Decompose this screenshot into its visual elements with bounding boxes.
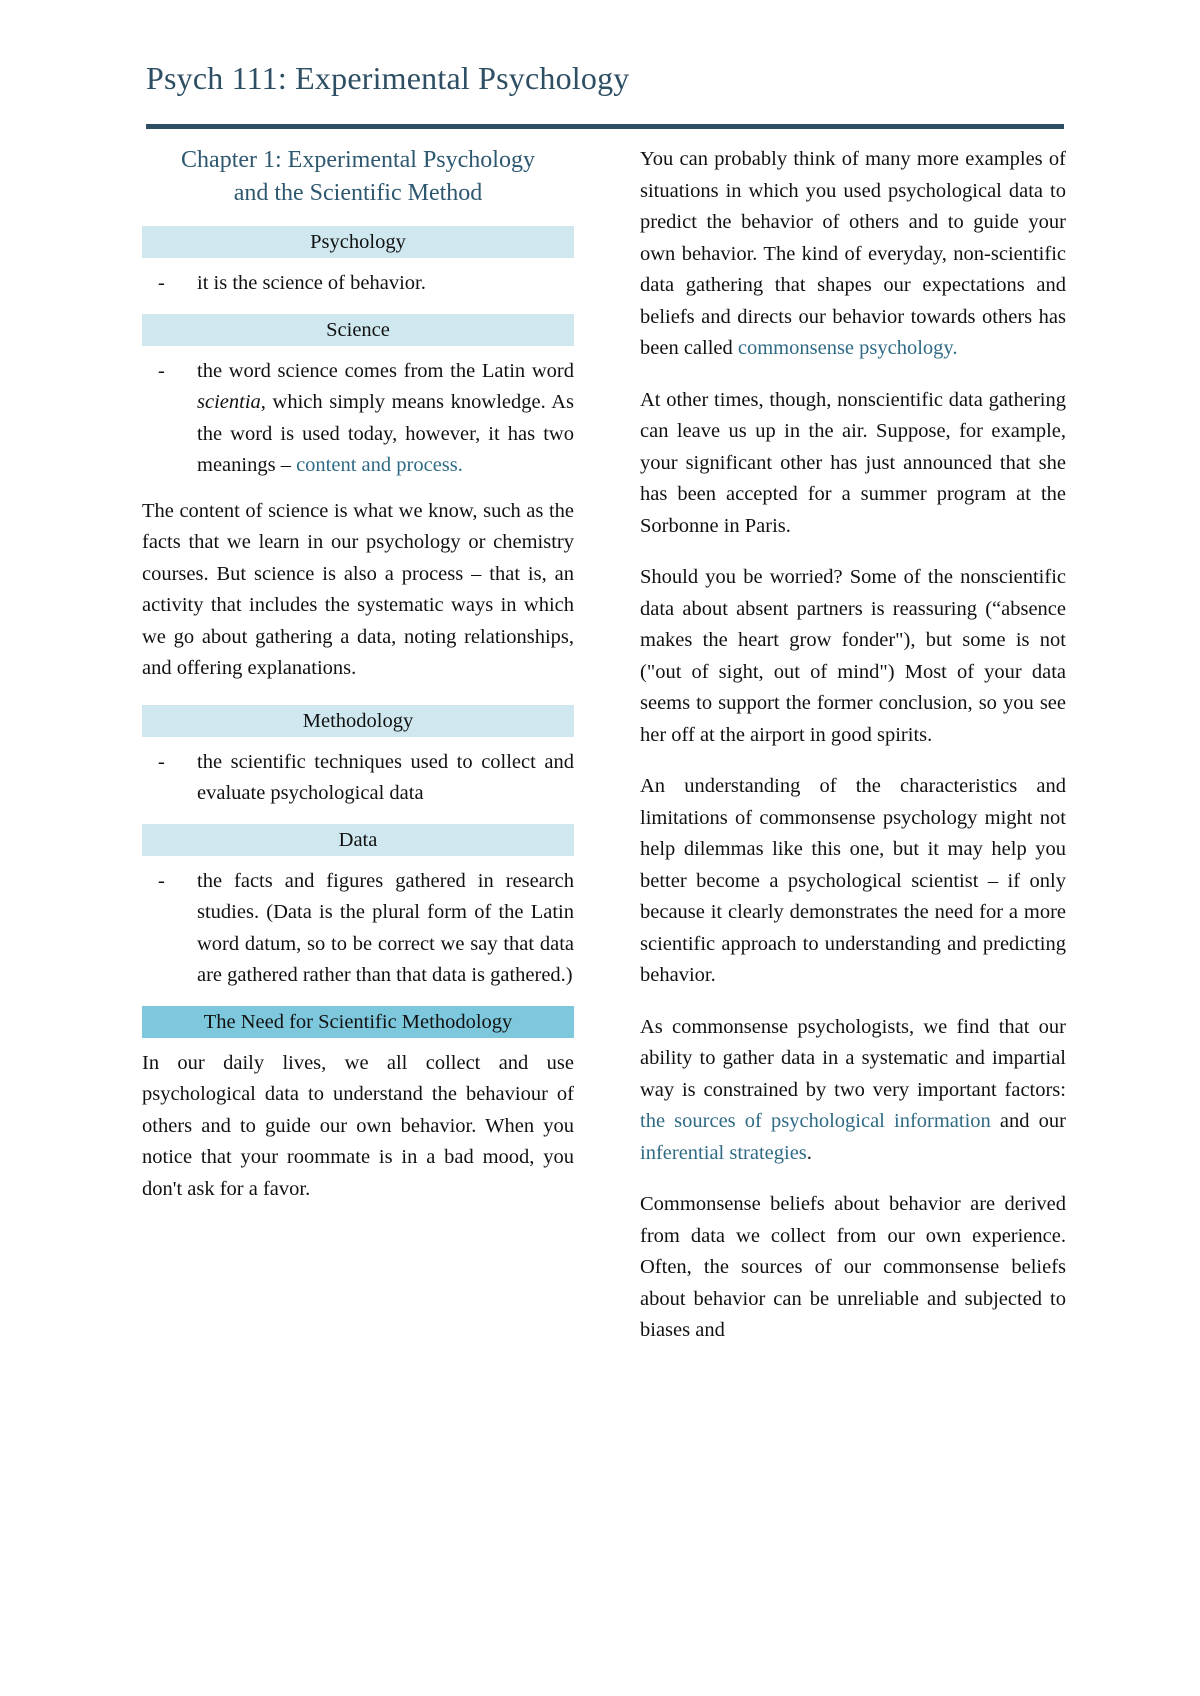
paragraph-understanding: An understanding of the characteristics and limitations of commonsense psychology might not help dilemmas like this one, but it may help you better become a psychological scientist – if only because it clearly demonstrates the need for a more scientific approach to understanding and predicting behavior. [640, 775, 1066, 986]
page-title: Psych 111: Experimental Psychology [146, 60, 630, 96]
latin-term: scientia [197, 391, 261, 413]
paragraph-text-a: As commonsense psychologists, we find that our ability to gather data in a systematic and impartial way is constrained by two very important factors: [640, 1015, 1066, 1101]
bullet-dash: - [158, 272, 165, 294]
paragraph-beliefs: Commonsense beliefs about behavior are derived from data we collect from our own experience. Often, the sources of our commonsense beliefs about behavior can be unreliable and subjected to biases and [640, 1193, 1066, 1341]
bullet-science [142, 356, 574, 482]
chapter-heading-line2: and the Scientific Method [233, 180, 483, 206]
chapter-heading [142, 144, 574, 210]
bullet-text: the facts and figures gathered in research studies. (Data is the plural form of the Latin word datum, so to be correct we say that data are gathered rather than that data is gathered.) [197, 869, 574, 986]
section-heading-need: The Need for Scientific Methodology [142, 1006, 574, 1038]
paragraph-content-of-science: The content of science is what we know, such as the facts that we learn in our psychology or chemistry courses. But science is also a process – that is, an activity that includes the systematic ways in which we go about gathering a data, noting relationships, and offering explanations. [142, 499, 574, 679]
highlight-inferential: inferential strategies [640, 1141, 807, 1164]
bullet-text-a: the word science comes from the Latin word [197, 359, 574, 382]
bullet-text-b: , which simply means knowledge. As the word is used today, however, it has two meanings – [197, 391, 574, 476]
paragraph-factors [640, 1012, 1066, 1170]
bullet-dash: - [158, 750, 165, 773]
paragraph-text: You can probably think of many more examples of situations in which you used psychological data to predict the behavior of others and to guide your own behavior. The kind of everyday, non-scientific data gathering that shapes our expectations and beliefs and directs our behavior towards others has been called [640, 148, 1066, 359]
highlight-sources: the sources of psychological information [640, 1110, 991, 1132]
paragraph-text-b: and our [990, 1110, 1066, 1132]
section-heading-data: Data [142, 824, 574, 856]
left-column [142, 144, 574, 1225]
paragraph-daily-lives: In our daily lives, we all collect and use psychological data to understand the behaviour of others and to guide our own behavior. When you notice that your roommate is in a bad mood, you don't ask for a favor. [142, 1051, 574, 1200]
bullet-data [142, 866, 574, 992]
bullet-dash: - [158, 359, 165, 382]
section-heading-psychology: Psychology [142, 226, 574, 258]
section-heading-science: Science [142, 314, 574, 346]
paragraph-worried: Should you be worried? Some of the nonscientific data about absent partners is reassuring (“absence makes the heart grow fonder"), but some is not ("out of sight, out of mind") Most of your data seems to support the former conclusion, so you see her off at the airport in good spirits. [640, 566, 1066, 746]
bullet-dash: - [158, 869, 165, 892]
right-column [640, 144, 1066, 1367]
chapter-heading-line1: Chapter 1: Experimental Psychology [181, 147, 535, 173]
paragraph-up-in-air: At other times, though, nonscientific data gathering can leave us up in the air. Suppose, for example, your significant other has just announced that she has been accepted for a summer program at the Sorbonne in Paris. [640, 388, 1066, 537]
bullet-psychology [142, 268, 574, 300]
highlight-content-process: content and process. [296, 454, 463, 476]
paragraph-commonsense [640, 144, 1066, 365]
section-heading-methodology: Methodology [142, 705, 574, 737]
paragraph-text-c: . [806, 1141, 812, 1164]
highlight-commonsense-psychology: commonsense psychology. [737, 337, 958, 359]
bullet-text: it is the science of behavior. [197, 272, 426, 294]
bullet-text: the scientific techniques used to collect and evaluate psychological data [197, 750, 574, 804]
title-rule [146, 124, 1064, 129]
bullet-methodology [142, 747, 574, 810]
